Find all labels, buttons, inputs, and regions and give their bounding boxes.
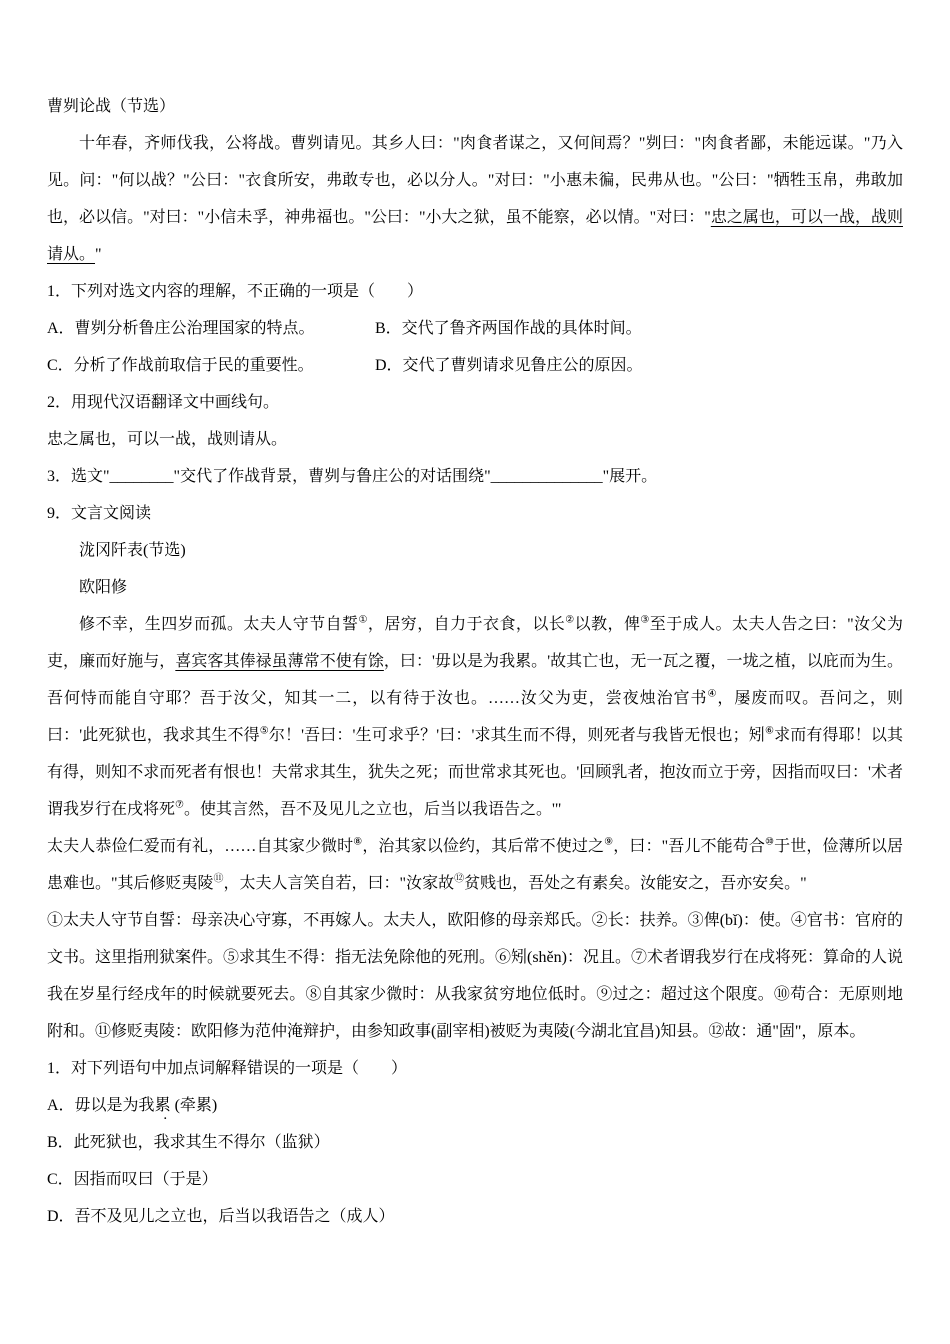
passage2-annotations: ①太夫人守节自誓：母亲决心守寡，不再嫁人。太夫人，欧阳修的母亲郑氏。②长：扶养。③俾(bǐ)：使。④官书：官府的文书。这里指刑狱案件。⑤求其生不得：指无法免除他的死刑。⑥矧(shěn)：况且。⑦术者谓我岁行在戌将死：算命的人说我在岁星行经戌年的时候就要死去。⑧自其家少微时：从我家贫穷地位低时。⑨过之：超过这个限度。⑩苟合：无原则地附和。⑪修贬夷陵：欧阳修为范仲淹辩护，由参知政事(副宰相)被贬为夷陵(今湖北宜昌)知县。⑫故：通"固"，原本。 <box>47 912 903 1040</box>
p2-option-d: D．吾不及见儿之立也，后当以我语告之（成人） <box>47 1208 395 1225</box>
annotation-ref: ⑧ <box>353 836 363 848</box>
annotation-ref: ② <box>565 614 575 626</box>
text-segment: ，曰："吾儿不能苟合 <box>613 838 766 855</box>
passage2-subtitle: 泷冈阡表(节选) <box>79 542 186 559</box>
annotation-ref: ⑪ <box>213 873 224 885</box>
p1-question1-options-row2 <box>47 347 903 384</box>
p1-question2-sentence: 忠之属也，可以一战，战则请从。 <box>47 431 288 448</box>
annotation-ref: ⑦ <box>175 799 184 811</box>
p1-option-c: C．分析了作战前取信于民的重要性。 <box>47 357 314 374</box>
passage2-author: 欧阳修 <box>79 579 128 596</box>
annotation-ref: ⑩ <box>765 836 775 848</box>
annotation-ref: ⑥ <box>764 725 775 737</box>
text-segment: ，屡废而叹。吾问之，则曰：'此死狱也，我求其生不得 <box>47 690 903 744</box>
p1-question1-stem: 1．下列对选文内容的理解，不正确的一项是（ ） <box>47 283 424 300</box>
underlined-text: 喜宾客其俸禄虽薄常不使有馀 <box>175 653 384 670</box>
p1-question3-stem: 3．选文"________"交代了作战背景，曹刿与鲁庄公的对话围绕"______________"展开。 <box>47 468 658 485</box>
text-segment: 。使其言然，吾不及见儿之立也，后当以我语告之。'" <box>183 801 562 818</box>
p1-question2-stem: 2．用现代汉语翻译文中画线句。 <box>47 394 280 411</box>
passage1-title: 曹刿论战（节选） <box>47 98 176 115</box>
passage1-text <box>47 125 903 273</box>
text-segment: " <box>95 246 102 263</box>
p1-option-a: A．曹刿分析鲁庄公治理国家的特点。 <box>47 320 315 337</box>
text-segment: 求而有得耶！以其有得，则知不求而死者有恨也！夫常求其生，犹失之死；而世常求其死也。'回顾乳者，抱汝而立于旁，因指而叹曰：'术者谓我岁行在戌将死 <box>47 727 903 818</box>
p1-question1-options-row1 <box>47 310 903 347</box>
text-segment: 尔！'吾曰：'生可求乎？'曰：'求其生而不得，则死者与我皆无恨也；矧 <box>268 727 765 744</box>
p1-option-d: D．交代了曹刿请求见鲁庄公的原因。 <box>375 357 643 374</box>
p2-question1-stem: 1．对下列语句中加点词解释错误的一项是（ ） <box>47 1060 408 1077</box>
text-segment: 于世，俭薄所以居患难也。"其后修贬夷陵 <box>47 838 903 892</box>
annotation-ref: ⑨ <box>604 836 614 848</box>
p2-option-a <box>47 1087 903 1124</box>
passage2-paragraph-1 <box>47 606 903 828</box>
passage2-paragraph-2 <box>47 828 903 902</box>
emphasized-char: 累 <box>154 1097 171 1114</box>
text-segment: ，居穷，自力于衣食，以长 <box>367 616 566 633</box>
text-segment: 修不幸，生四岁而孤。太夫人守节自誓 <box>79 616 359 633</box>
text-segment: ，治其家以俭约，其后常不使过之 <box>362 838 605 855</box>
p2-option-c: C．因指而叹曰（于是） <box>47 1171 218 1188</box>
text-segment: 太夫人恭俭仁爱而有礼，……自其家少微时 <box>47 838 354 855</box>
text-segment: 至于成人。太夫人告之曰："汝父为吏，廉而好施与， <box>47 616 903 670</box>
text-segment: (牵累) <box>170 1097 218 1114</box>
text-segment: ，曰：'毋以是为我累。'故其亡也，无一瓦之覆，一垅之植，以庇而为生。吾何恃而能自守耶？吾于汝父，知其一二，以有待于汝也。……汝父为吏，尝夜烛治官书 <box>47 653 903 707</box>
text-segment: 贫贱也，吾处之有素矣。汝能安之，吾亦安矣。" <box>464 875 807 892</box>
passage2-section-heading: 9．文言文阅读 <box>47 505 152 522</box>
text-segment: 十年春，齐师伐我，公将战。曹刿请见。其乡人曰："肉食者谋之，又何间焉？"刿曰："肉食者鄙，未能远谋。"乃入见。问："何以战？"公曰："衣食所安，弗敢专也，必以分人。"对曰："小惠未徧，民弗从也。"公曰："牺牲玉帛，弗敢加也，必以信。"对曰："小信未孚，神弗福也。"公曰："小大之狱，虽不能察，必以情。"对曰：" <box>47 135 903 226</box>
text-segment: ，太夫人言笑自若，曰："汝家故 <box>223 875 455 892</box>
p1-option-b: B．交代了鲁齐两国作战的具体时间。 <box>375 320 642 337</box>
text-segment: 以教，俾 <box>574 616 641 633</box>
annotation-ref: ③ <box>640 614 650 626</box>
annotation-ref: ⑫ <box>454 873 465 885</box>
annotation-ref: ⑤ <box>259 725 269 737</box>
annotation-ref: ④ <box>707 688 718 700</box>
text-segment: A．毋以是为我 <box>47 1097 155 1114</box>
underlined-text: 忠之属也，可以一战，战则请从。 <box>47 209 903 263</box>
annotation-ref: ① <box>358 614 368 626</box>
p2-option-b: B．此死狱也，我求其生不得尔（监狱） <box>47 1134 330 1151</box>
